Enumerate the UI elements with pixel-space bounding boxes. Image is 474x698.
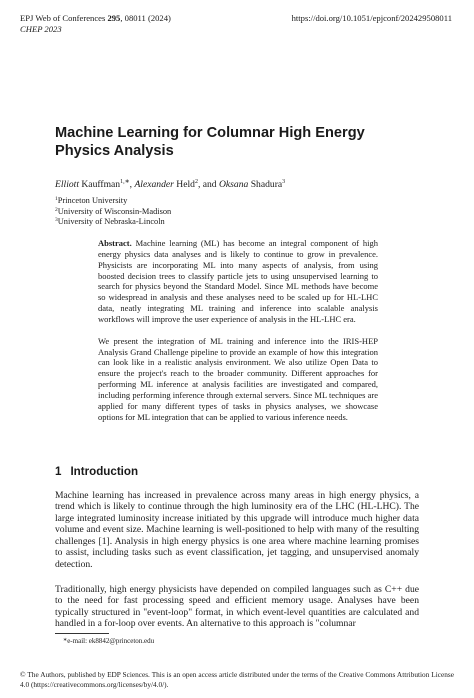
running-header-left [20, 13, 171, 35]
doi-link[interactable]: https://doi.org/10.1051/epjconf/202429508011 [291, 13, 452, 23]
affiliation-name: University of Nebraska-Lincoln [57, 217, 165, 227]
footnote-divider [55, 633, 109, 634]
abstract-text: Machine learning (ML) has become an integral component of high energy physics data analyses and is likely to continue to grow in prevalence. Physicists are incorporating ML into many aspects of analysis, from using boosted decision trees to classify particle jets to using unsupervised learning to search for physics beyond the Standard Model. Since ML methods have become so widespread in analysis and these analyses need to be scaled up for HL-LHC data, neatly integrating ML training and inference into scalable analysis workflows will improve the user experience of analysis in the HL-LHC era. [98, 238, 379, 324]
author-last-name: Held [173, 179, 195, 190]
author-affiliation-mark: 2 [194, 179, 198, 185]
author-separator: , and [197, 179, 219, 190]
affiliation-name: Princeton University [57, 196, 128, 205]
author-affiliation-mark: 1,∗ [120, 179, 130, 185]
section-number: 1 [55, 465, 62, 478]
license-notice: © The Authors, published by EDP Sciences. This is an open access article distributed under the terms of the Creative Commons Attribution License 4.0 (https://creativecommons.org/licenses/by/4.0/). [20, 670, 454, 689]
abstract-paragraph: We present the integration of ML training and inference into the IRIS-HEP Analysis Grand Challenge pipeline to provide an example of how this integration can look like in a realistic analysis environment. We also utilize Open Data to ensure the project's reach to the broader community. Different approaches for performing ML inference at analysis facilities are investigated and compared, including performing inference through external servers. Since ML techniques are applied for many different types of tasks in physics analyses, we showcase options for ML integration that can be applied to various inference needs. [98, 335, 378, 422]
affiliation-item [55, 217, 171, 228]
abstract-paragraph [98, 238, 378, 325]
affiliation-item [55, 207, 171, 218]
section-heading [55, 465, 138, 478]
affiliation-number: 1 [55, 196, 58, 202]
paragraph-text: Machine learning has increased in prevalence across many areas in high energy physics, a trend which is likely to continue through the high luminosity era of the LHC (HL-LHC). The large integrated luminosity increase initiated by this upgrade will introduce much higher data volume and event size. Machine learning is well-positioned to help with many of the resulting challenges [1]. Analysis in high energy physics is one area where machine learning promises to assist, including tasks such as event classification, jet tagging, and unsupervised anomaly detection. [55, 490, 419, 570]
author-first-name: Alexander [134, 179, 174, 190]
footnote-text: e-mail: ek8842@princeton.edu [67, 637, 155, 645]
author-affiliation-mark: 3 [282, 179, 286, 185]
affiliation-item [55, 196, 171, 207]
volume-number: 295 [107, 13, 121, 23]
article-year: , 08011 (2024) [120, 13, 171, 23]
footnote [63, 637, 154, 646]
affiliation-list [55, 196, 171, 228]
affiliation-number: 3 [55, 217, 58, 224]
conference-name: CHEP 2023 [20, 24, 62, 34]
paper-title: Machine Learning for Columnar High Energy Physics Analysis [55, 125, 365, 159]
abstract [98, 238, 378, 423]
author-last-name: Kauffman [78, 179, 121, 190]
abstract-label: Abstract. [98, 238, 132, 248]
paragraph-text: Traditionally, high energy physicists have depended on compiled languages such as C++ due to the need for fast processing speed and efficient memory usage. Analyses have been typically structured in "event-loop" format, in which event-level quantities are calculated and handled in a for-loop over events. An alternative to this approach is "columnar [55, 584, 419, 630]
author-separator: , [129, 179, 135, 190]
affiliation-name: University of Wisconsin-Madison [57, 206, 172, 216]
author-last-name: Shadura [248, 179, 283, 190]
journal-citation [20, 13, 171, 24]
body-paragraph [55, 584, 419, 630]
author-first-name: Oksana [219, 179, 249, 190]
author-first-name: Elliott [55, 179, 79, 190]
affiliation-number: 2 [55, 206, 58, 213]
journal-prefix: EPJ Web of Conferences [20, 13, 108, 23]
author-list [55, 179, 285, 191]
section-title: Introduction [70, 465, 139, 478]
footnote-mark: ∗ [63, 638, 68, 643]
body-paragraph [55, 490, 419, 570]
